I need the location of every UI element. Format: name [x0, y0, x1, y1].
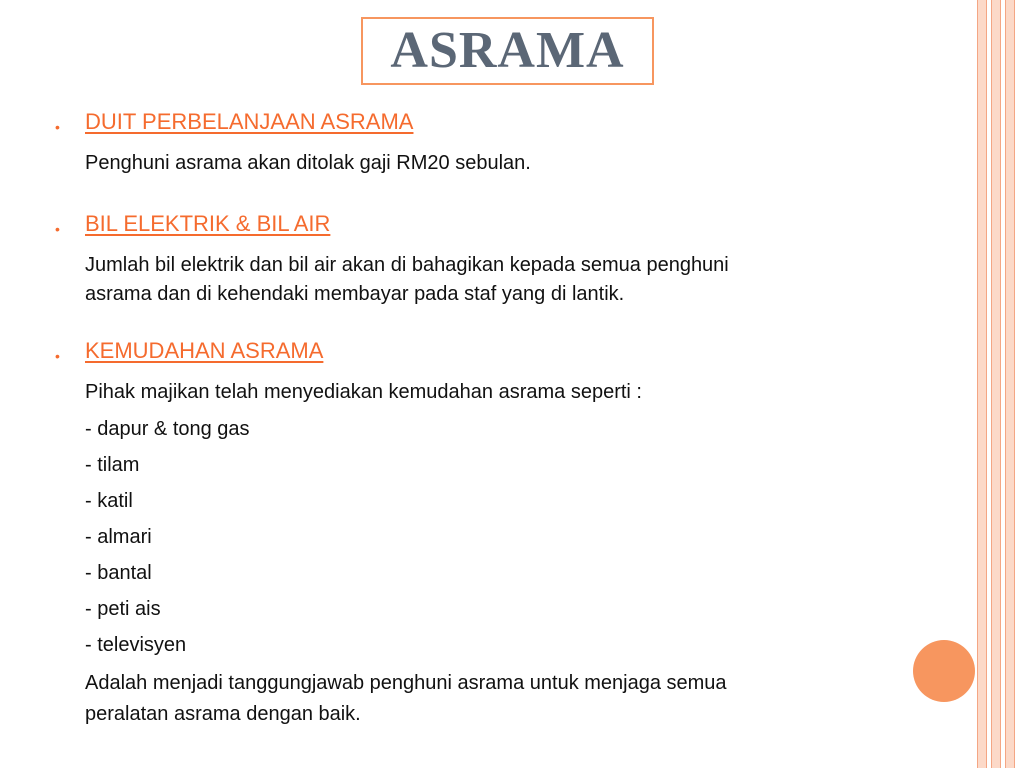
list-item: - almari [85, 526, 152, 548]
list-item: - katil [85, 490, 133, 512]
side-stripe [1015, 0, 1024, 768]
section-text: Adalah menjadi tanggungjawab penghuni asrama untuk menjaga semua [85, 672, 727, 694]
section-text: peralatan asrama dengan baik. [85, 703, 361, 725]
list-item: - bantal [85, 562, 152, 584]
stripe-line [986, 0, 987, 768]
bullet-icon: • [55, 119, 60, 135]
section-heading: BIL ELEKTRIK & BIL AIR [85, 211, 331, 236]
section-text: asrama dan di kehendaki membayar pada staf yang di lantik. [85, 283, 625, 305]
stripe-line [1014, 0, 1015, 768]
bullet-icon: • [55, 348, 60, 364]
bullet-icon: • [55, 221, 60, 237]
section-text: Jumlah bil elektrik dan bil air akan di bahagikan kepada semua penghuni [85, 254, 729, 276]
section-heading: KEMUDAHAN ASRAMA [85, 338, 324, 363]
stripe-line [1000, 0, 1001, 768]
section-heading: DUIT PERBELANJAAN ASRAMA [85, 109, 414, 134]
stripe-line [1005, 0, 1006, 768]
list-item: - peti ais [85, 598, 161, 620]
decorative-circle [913, 640, 975, 702]
list-item: - dapur & tong gas [85, 418, 250, 440]
list-item: - televisyen [85, 634, 187, 656]
slide-title: ASRAMA [390, 22, 625, 79]
section-text: Pihak majikan telah menyediakan kemudahan asrama seperti : [85, 381, 642, 403]
list-item: - tilam [85, 454, 140, 476]
section-text: Penghuni asrama akan ditolak gaji RM20 sebulan. [85, 152, 531, 174]
slide-title-box [360, 16, 655, 86]
stripe-line [991, 0, 992, 768]
stripe-line [977, 0, 978, 768]
